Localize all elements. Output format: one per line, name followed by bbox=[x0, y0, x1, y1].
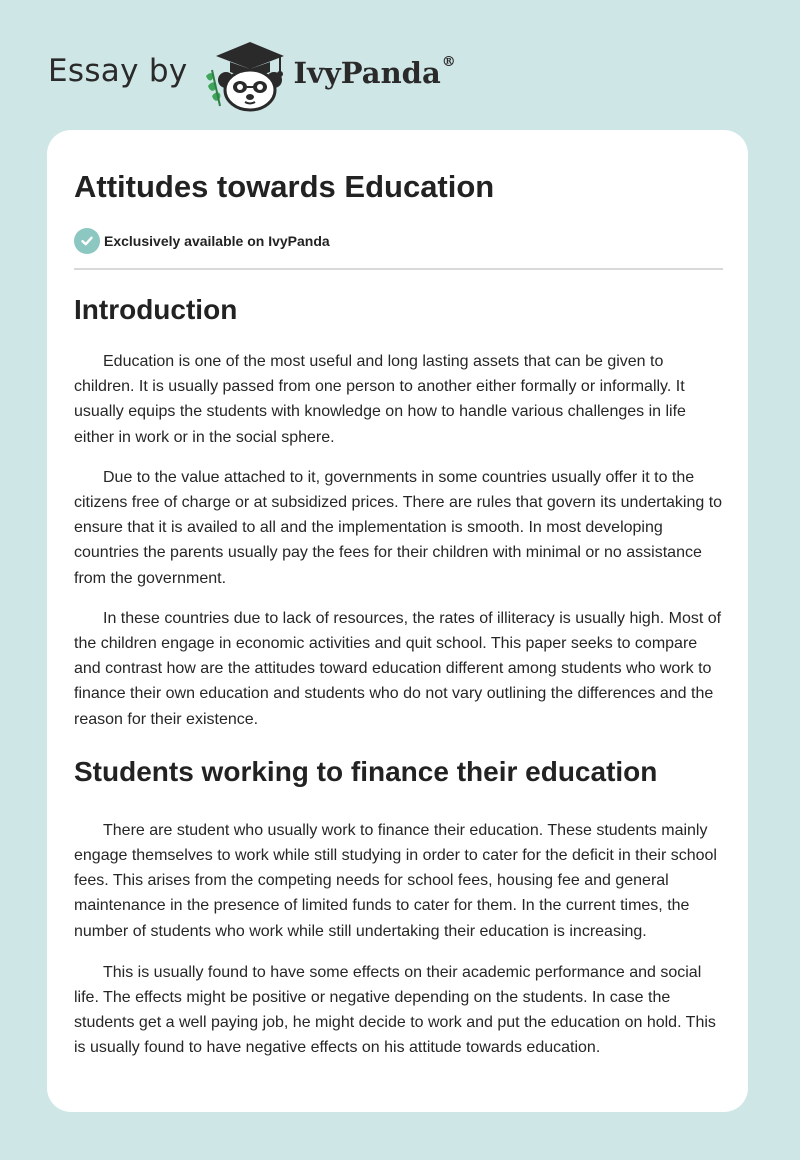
check-circle-icon bbox=[74, 228, 100, 254]
section-heading-students-working: Students working to finance their education bbox=[74, 755, 658, 787]
exclusive-badge bbox=[74, 228, 723, 254]
paragraph: In these countries due to lack of resources, the rates of illiteracy is usually high. Most of the children engage in economic activities and quit school. This paper seeks to compare and contrast how are the attitudes toward education different among students who work to finance their own education and students who do not vary outlining the differences and the reason for their existence. bbox=[74, 609, 722, 728]
paragraph: Education is one of the most useful and long lasting assets that can be given to children. It is usually passed from one person to another either formally or informally. It usually equips the students with knowledge on how to handle various challenges in life either in work or in the social sphere. bbox=[74, 353, 686, 446]
section-heading-introduction: Introduction bbox=[74, 294, 238, 325]
page-title: Attitudes towards Education bbox=[74, 169, 495, 204]
brand-name[interactable]: IvyPanda® bbox=[293, 54, 456, 90]
exclusive-label: Exclusively available on IvyPanda bbox=[104, 233, 330, 249]
site-header bbox=[48, 34, 456, 114]
essay-by-label: Essay by bbox=[48, 53, 188, 89]
divider bbox=[74, 268, 723, 270]
panda-graduate-icon[interactable] bbox=[202, 36, 290, 112]
paragraph: Due to the value attached to it, governments in some countries usually offer it to the citizens free of charge or at subsidized prices. There are rules that govern its undertaking to ensure that it is availed to all and the implementation is smooth. In most developing countries the parents usually pay the fees for their children with minimal or no assistance from the government. bbox=[74, 468, 723, 587]
paragraph: This is usually found to have some effects on their academic performance and social life. The effects might be positive or negative depending on the students. In case the students get a well paying job, he might decide to work and put the education on hold. This is usually found to have negative effects on his attitude towards education. bbox=[74, 963, 716, 1057]
essay-card bbox=[47, 130, 748, 1112]
paragraph: There are student who usually work to finance their education. These students mainly engage themselves to work while still studying in order to cater for the deficit in their school fees. This arises from the competing needs for school fees, housing fee and general maintenance in the presence of limited funds to cater for them. In the current times, the number of students who work while still undertaking their education is increasing. bbox=[74, 821, 717, 940]
